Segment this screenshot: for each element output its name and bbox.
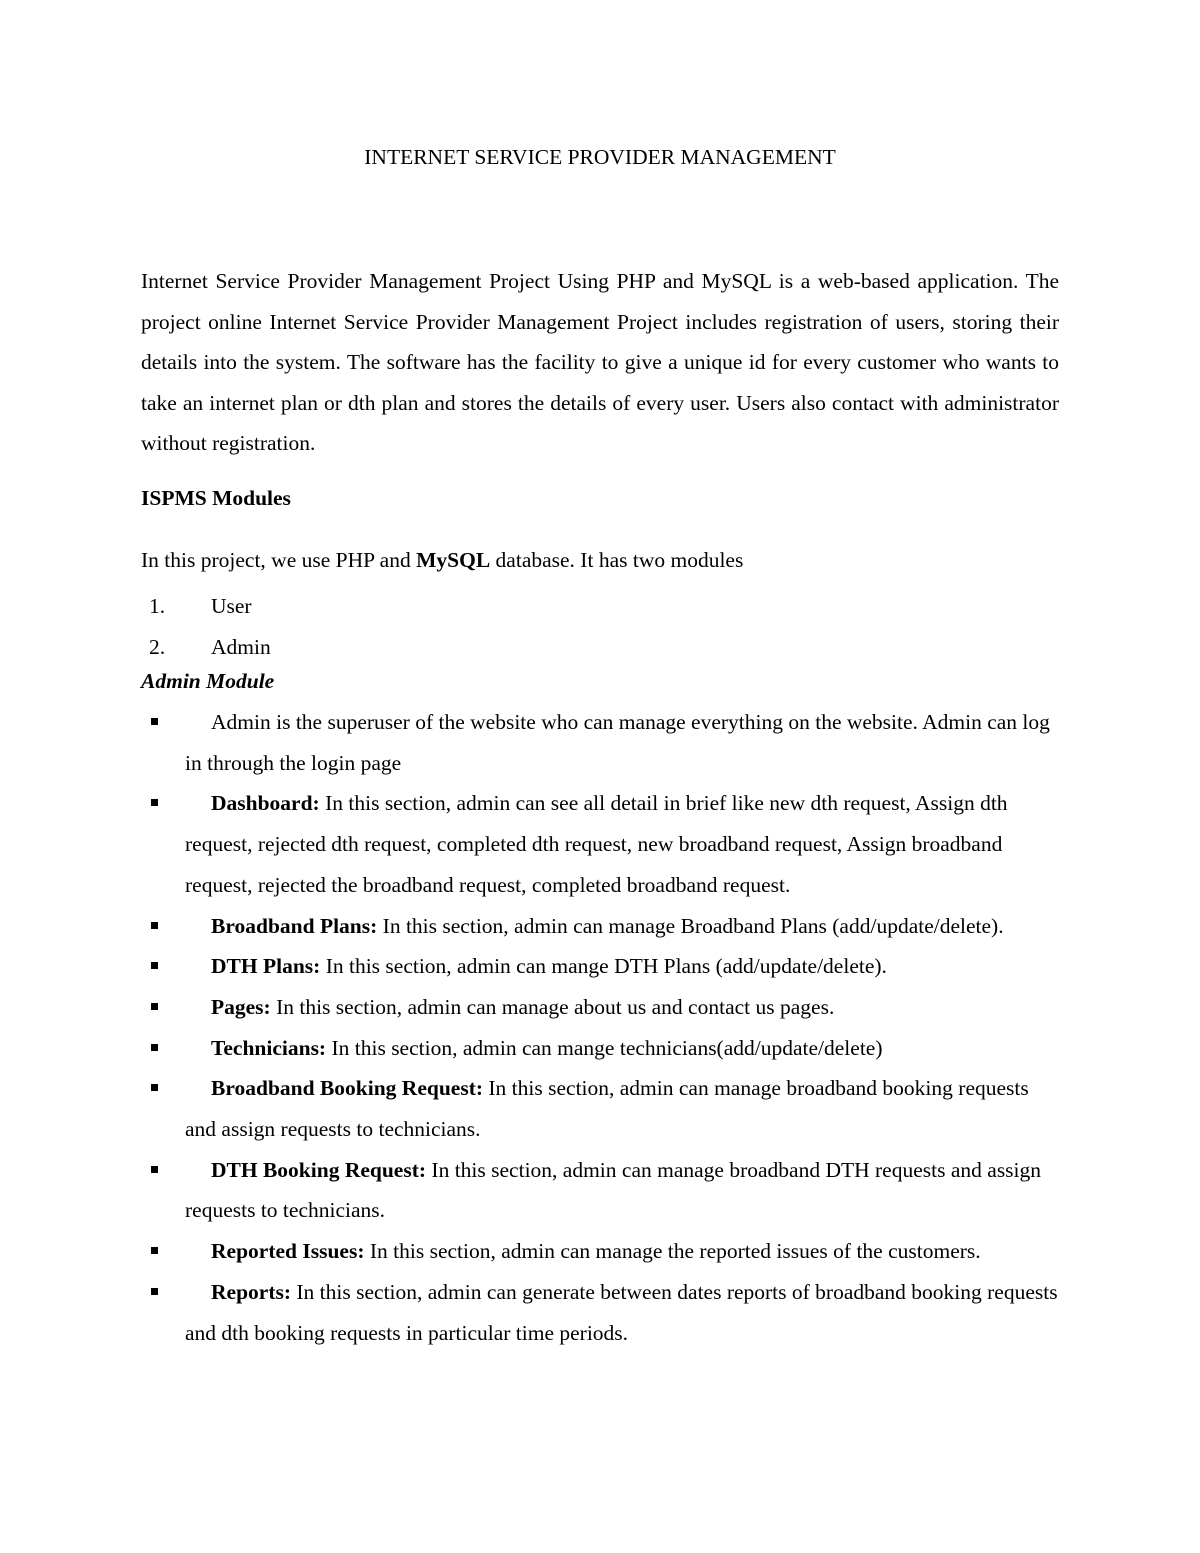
modules-sentence-after: database. It has two modules — [490, 548, 744, 572]
square-bullet-icon — [151, 799, 158, 806]
intro-paragraph: Internet Service Provider Management Project Using PHP and MySQL is a web-based application. The project online Internet Service Provider Management Project includes registration of users, storing their details into the system. The software has the facility to give a unique id for every customer who wants to take an internet plan or dth plan and stores the details of every user. Users also contact with administrator without registration. — [141, 269, 1059, 455]
item-text: In this section, admin can manage broadband booking requests and assign requests to technicians. — [185, 1076, 1029, 1142]
item-text: In this section, admin can manage Broadband Plans (add/update/delete). — [377, 913, 1004, 938]
square-bullet-icon — [151, 962, 158, 969]
list-item — [141, 946, 1059, 987]
item-text: In this section, admin can manage about us and contact us pages. — [270, 994, 835, 1019]
square-bullet-icon — [151, 922, 158, 929]
item-text: In this section, admin can see all detail in brief like new dth request, Assign dth request, rejected dth request, completed dth request, new broadband request, Assign broadband request, rejected the broadband request, completed broadband request. — [185, 791, 1008, 897]
list-item — [141, 1068, 1059, 1149]
list-item — [141, 906, 1059, 947]
item-label: Pages: — [211, 994, 271, 1019]
list-item-text: User — [211, 594, 252, 618]
item-text: In this section, admin can manage the reported issues of the customers. — [364, 1239, 981, 1264]
item-text: Admin is the superuser of the website who can manage everything on the website. Admin can log in through the login page — [185, 710, 1050, 775]
square-bullet-icon — [151, 1084, 158, 1091]
modules-sentence — [141, 545, 743, 575]
list-item-number: 2. — [149, 634, 166, 659]
modules-sentence-bold: MySQL — [416, 548, 491, 572]
item-label: Reported Issues: — [211, 1239, 365, 1264]
item-text: In this section, admin can mange technicians(add/update/delete) — [326, 1035, 883, 1060]
square-bullet-icon — [151, 1044, 158, 1051]
item-label: Technicians: — [211, 1035, 327, 1060]
list-item — [141, 1028, 1059, 1069]
item-label: Reports: — [211, 1279, 292, 1304]
item-text: In this section, admin can generate between dates reports of broadband booking requests and dth booking requests in particular time periods. — [185, 1279, 1058, 1345]
square-bullet-icon — [151, 718, 158, 725]
item-label: DTH Booking Request: — [211, 1157, 427, 1182]
item-text: In this section, admin can mange DTH Plans (add/update/delete). — [320, 954, 887, 979]
list-item-text: Admin — [211, 634, 271, 659]
item-label: DTH Plans: — [211, 954, 321, 979]
item-label: Broadband Booking Request: — [211, 1076, 484, 1101]
list-item-number: 1. — [149, 594, 166, 618]
list-item — [141, 1272, 1059, 1353]
modules-heading: ISPMS Modules — [141, 486, 291, 510]
square-bullet-icon — [151, 1166, 158, 1173]
square-bullet-icon — [151, 1247, 158, 1254]
list-item — [141, 1150, 1059, 1231]
square-bullet-icon — [151, 1003, 158, 1010]
item-label: Dashboard: — [211, 791, 320, 816]
list-item — [141, 1231, 1059, 1272]
item-text: In this section, admin can manage broadband DTH requests and assign requests to technicians. — [185, 1157, 1042, 1223]
list-item — [141, 987, 1059, 1028]
modules-sentence-before: In this project, we use PHP and — [141, 548, 417, 572]
admin-module-heading: Admin Module — [141, 669, 275, 693]
square-bullet-icon — [151, 1288, 158, 1295]
document-title: INTERNET SERVICE PROVIDER MANAGEMENT — [364, 145, 836, 169]
list-item — [141, 702, 1059, 783]
admin-items-list — [141, 702, 1059, 1353]
item-label: Broadband Plans: — [211, 913, 378, 938]
list-item — [141, 783, 1059, 905]
